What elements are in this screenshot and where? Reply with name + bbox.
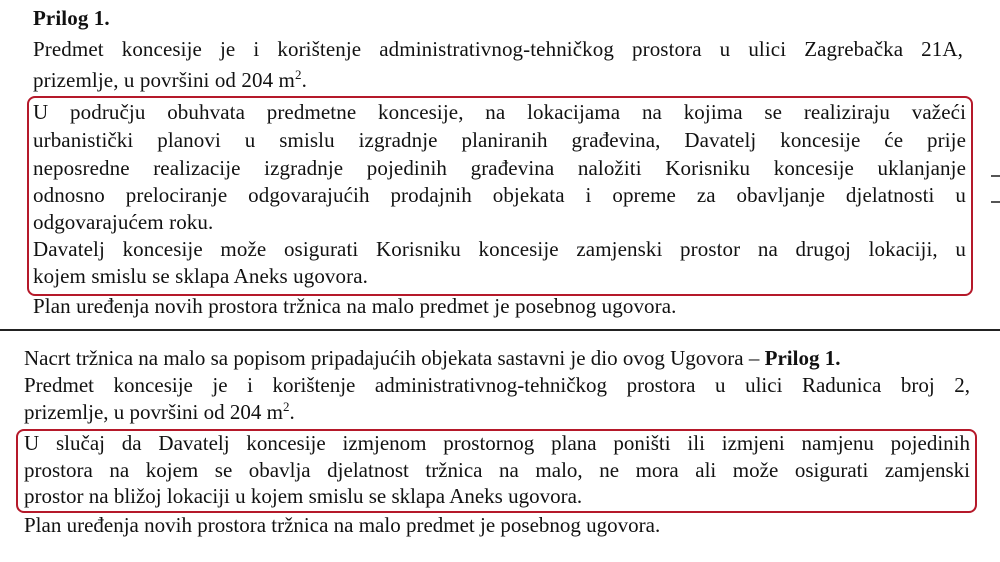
highlighted-line: kojem smislu se sklapa Aneks ugovora. xyxy=(33,264,368,288)
highlighted-line: U području obuhvata predmetne koncesije, na lokacijama na kojima se realiziraju važeći xyxy=(33,100,966,124)
highlighted-line: odgovarajućem roku. xyxy=(33,210,214,234)
highlighted-line: neposredne realizacije izgradnje pojedinih građevina naložiti Korisniku koncesije uklanjanje xyxy=(33,156,966,180)
paragraph-line: Predmet koncesije je i korištenje administrativnog-tehničkog prostora u ulici Zagrebačka 21A, xyxy=(33,37,963,61)
highlighted-line: U slučaj da Davatelj koncesije izmjenom prostornog plana poništi ili izmjeni namjenu pojedinih xyxy=(24,431,970,455)
highlighted-line: odnosno prelociranje odgovarajućih prodajnih objekata i opreme za obavljanje djelatnosti u xyxy=(33,183,966,207)
scan-edge-mark xyxy=(991,175,1000,177)
section-divider xyxy=(0,329,1000,331)
highlighted-line: prostor na bližoj lokaciji u kojem smislu se sklapa Aneks ugovora. xyxy=(24,484,583,508)
scan-edge-mark xyxy=(991,201,1000,203)
highlighted-line: prostora na kojem se obavlja djelatnost tržnica na malo, ne mora ali može osigurati zamjenski xyxy=(24,458,970,482)
paragraph-line: prizemlje, u površini od 204 $m^2$. xyxy=(24,399,295,424)
paragraph-line: prizemlje, u površini od 204 $m^2$. xyxy=(33,67,307,92)
paragraph-line: Nacrt tržnica na malo sa popisom pripadajućih objekata sastavni je dio ovog Ugovora – Prilog 1. xyxy=(24,346,841,370)
highlighted-line: Davatelj koncesije može osigurati Korisniku koncesije zamjenski prostor na drugoj lokaciji, u xyxy=(33,237,966,261)
appendix-heading: Prilog 1. xyxy=(33,6,110,30)
paragraph-line: Predmet koncesije je i korištenje administrativnog-tehničkog prostora u ulici Radunica broj 2, xyxy=(24,373,970,397)
document-excerpt-bottom xyxy=(0,332,1000,562)
paragraph-line: Plan uređenja novih prostora tržnica na malo predmet je posebnog ugovora. xyxy=(33,294,677,318)
paragraph-line: Plan uređenja novih prostora tržnica na malo predmet je posebnog ugovora. xyxy=(24,513,661,537)
highlighted-line: urbanistički planovi u smislu izgradnje planiranih građevina, Davatelj koncesije će prije xyxy=(33,128,966,152)
